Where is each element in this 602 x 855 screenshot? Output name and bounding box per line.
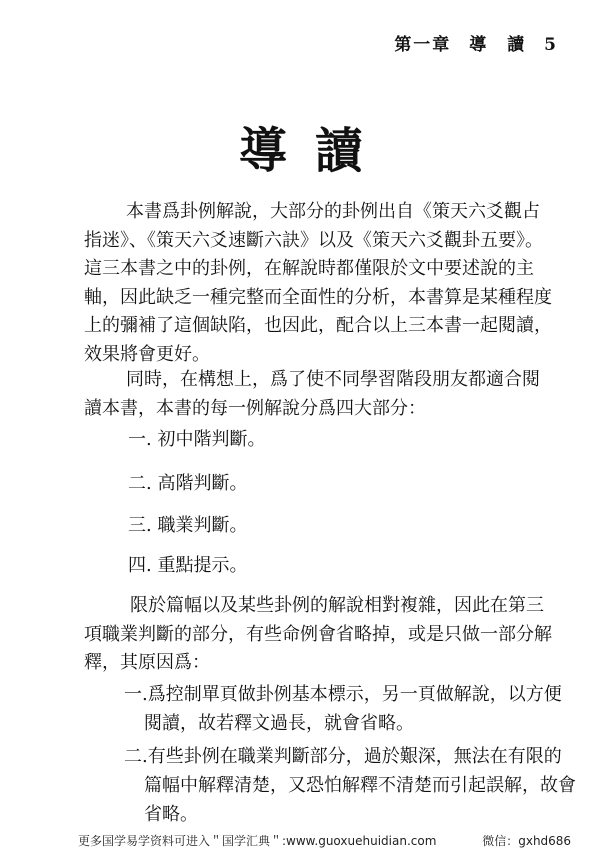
running-header — [384, 30, 558, 55]
numbered-item: 二.有些卦例在職業判斷部分，過於艱深，無法在有限的篇幅中解釋清楚，又恐怕解釋不清楚而引起誤解，故會省略。 — [124, 746, 576, 825]
page-title: 導讀 — [238, 123, 391, 179]
footer-promo-text: 更多国学易学资料可进入＂国学汇典＂:www.guoxuehuidian.com — [78, 834, 437, 848]
list-item: 一. 初中階判斷。 — [128, 429, 266, 450]
list-item: 三. 職業判斷。 — [128, 515, 248, 536]
omission-paragraph: 限於篇幅以及某些卦例的解說相對複雜，因此在第三項職業判斷的部分，有些命例會省略掉，或是只做一部分解釋，其原因爲： — [84, 595, 552, 673]
section-label: 導 讀 — [469, 35, 527, 55]
structure-paragraph: 同時，在構想上，爲了使不同學習階段朋友都適合閱讀本書，本書的每一例解說分爲四大部分： — [84, 369, 540, 419]
page-number: 5 — [544, 35, 558, 55]
numbered-item: 一.爲控制單頁做卦例基本標示，另一頁做解說，以方便閱讀，故若釋文過長，就會省略。 — [124, 684, 562, 734]
chapter-label: 第一章 — [394, 35, 452, 55]
list-item: 二. 高階判斷。 — [128, 473, 248, 494]
list-item: 四. 重點提示。 — [128, 555, 248, 576]
intro-paragraph: 本書爲卦例解說，大部分的卦例出自《策天六爻觀占指迷》、《策天六爻速斷六訣》以及《策天六爻觀卦五要》。這三本書之中的卦例，在解說時都僅限於文中要述說的主軸，因此缺乏一種完整而全面性的分析，本書算是某種程度上的彌補了這個缺陷，也因此，配合以上三本書一起閱讀，效果將會更好。 — [84, 201, 552, 365]
footer-wechat-text: 微信：gxhd686 — [482, 834, 572, 848]
footer — [78, 832, 571, 849]
